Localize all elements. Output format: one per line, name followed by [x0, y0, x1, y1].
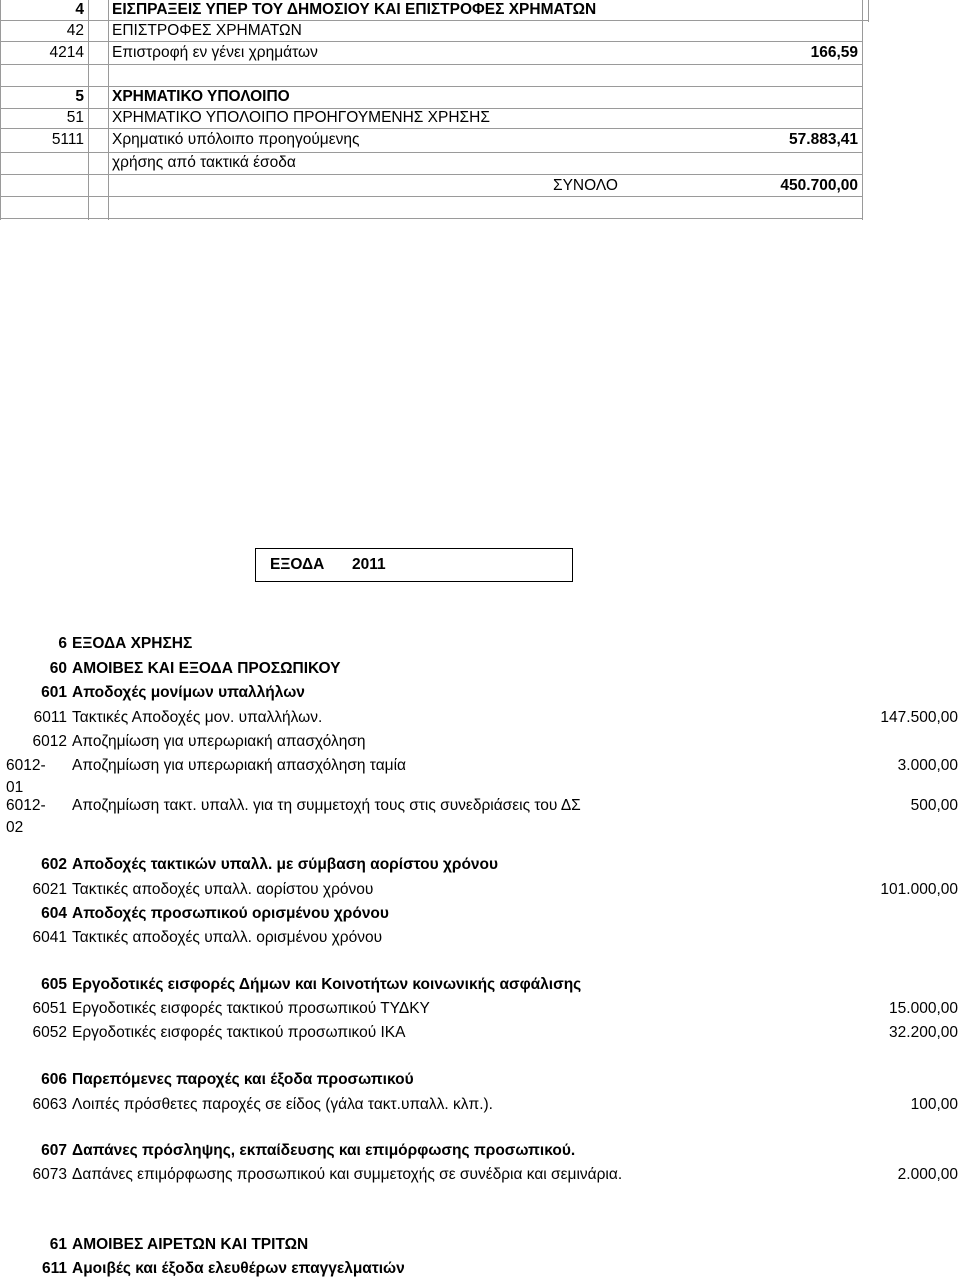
- expense-text: ΑΜΟΙΒΕΣ ΑΙΡΕΤΩΝ ΚΑΙ ΤΡΙΤΩΝ: [72, 1236, 309, 1253]
- row-text: Χρηματικό υπόλοιπο προηγούμενης: [112, 131, 360, 148]
- row-text: ΕΠΙΣΤΡΟΦΕΣ ΧΡΗΜΑΤΩΝ: [112, 22, 302, 39]
- expense-amount: 147.500,00: [880, 709, 958, 726]
- expense-amount: 100,00: [910, 1096, 958, 1113]
- row-amount: 57.883,41: [789, 131, 858, 148]
- expense-amount: 101.000,00: [880, 881, 958, 898]
- expense-text: Εργοδοτικές εισφορές τακτικού προσωπικού ΤΥΔΚΥ: [72, 1000, 430, 1017]
- expense-text: ΑΜΟΙΒΕΣ ΚΑΙ ΕΞΟΔΑ ΠΡΟΣΩΠΙΚΟΥ: [72, 660, 341, 677]
- expense-text: Αποζημίωση για υπερωριακή απασχόληση ταμία: [72, 757, 407, 774]
- grid-line: [0, 196, 862, 197]
- total-amount: 450.700,00: [780, 177, 858, 194]
- grid-line: [868, 0, 869, 22]
- grid-line: [0, 64, 862, 65]
- grid-line: [0, 218, 862, 219]
- section-title-label: ΕΞΟΔΑ: [270, 556, 325, 573]
- row-text: ΧΡΗΜΑΤΙΚΟ ΥΠΟΛΟΙΠΟ: [112, 88, 290, 105]
- expense-code: 6041: [32, 929, 67, 946]
- expense-text: Δαπάνες πρόσληψης, εκπαίδευσης και επιμόρφωσης προσωπικού.: [72, 1142, 576, 1159]
- expense-code: 6012-: [6, 757, 46, 774]
- expense-text: Αποζημίωση για υπερωριακή απασχόληση: [72, 733, 366, 750]
- row-text: Επιστροφή εν γένει χρημάτων: [112, 44, 318, 61]
- section-title-box: [255, 548, 573, 582]
- expense-text: Αποδοχές τακτικών υπαλλ. με σύμβαση αορίστου χρόνου: [72, 856, 499, 873]
- row-amount: 166,59: [810, 44, 858, 61]
- grid-line: [108, 0, 109, 220]
- expense-amount: 3.000,00: [897, 757, 958, 774]
- expense-code: 6051: [32, 1000, 67, 1017]
- total-label: ΣΥΝΟΛΟ: [553, 177, 618, 194]
- grid-line: [0, 41, 862, 42]
- expense-code: 601: [41, 684, 67, 701]
- row-code: 5: [75, 88, 84, 105]
- grid-line: [862, 0, 863, 220]
- row-code: 4: [75, 1, 84, 18]
- expense-code: 611: [41, 1260, 67, 1277]
- row-code: 5111: [51, 131, 84, 148]
- expense-text: Αποδοχές μονίμων υπαλλήλων: [72, 684, 305, 701]
- expense-code: 6052: [32, 1024, 67, 1041]
- expense-code: 6011: [33, 709, 67, 726]
- expense-text: Τακτικές αποδοχές υπαλλ. ορισμένου χρόνου: [72, 929, 383, 946]
- expense-code: 605: [41, 976, 67, 993]
- expense-code: 606: [41, 1071, 67, 1088]
- expense-amount: 32.200,00: [889, 1024, 958, 1041]
- expense-text: Παρεπόμενες παροχές και έξοδα προσωπικού: [72, 1071, 414, 1088]
- grid-line: [0, 174, 862, 175]
- row-text: ΧΡΗΜΑΤΙΚΟ ΥΠΟΛΟΙΠΟ ΠΡΟΗΓΟΥΜΕΝΗΣ ΧΡΗΣΗΣ: [112, 109, 490, 126]
- expense-text: Αποζημίωση τακτ. υπαλλ. για τη συμμετοχή τους στις συνεδριάσεις του ΔΣ: [72, 797, 581, 814]
- expense-code: 604: [41, 905, 67, 922]
- expense-amount: 15.000,00: [889, 1000, 958, 1017]
- expense-code: 6063: [32, 1096, 67, 1113]
- row-code: 4214: [49, 44, 84, 61]
- expense-code: 6: [58, 635, 67, 652]
- grid-line: [88, 0, 89, 220]
- expense-code: 607: [41, 1142, 67, 1159]
- expense-code: 6012-: [6, 797, 46, 814]
- expense-text: Εργοδοτικές εισφορές τακτικού προσωπικού ΙΚΑ: [72, 1024, 406, 1041]
- expense-code: 6012: [32, 733, 67, 750]
- expense-text: ΕΞΟΔΑ ΧΡΗΣΗΣ: [72, 635, 193, 652]
- expense-code: 6073: [32, 1166, 67, 1183]
- grid-line: [0, 128, 862, 129]
- row-text: ΕΙΣΠΡΑΞΕΙΣ ΥΠΕΡ ΤΟΥ ΔΗΜΟΣΙΟΥ ΚΑΙ ΕΠΙΣΤΡΟΦΕΣ ΧΡΗΜΑΤΩΝ: [112, 1, 597, 18]
- revenue-table: [0, 0, 960, 240]
- expense-code: 602: [41, 856, 67, 873]
- expense-amount: 500,00: [910, 797, 958, 814]
- expense-code-suffix: 02: [6, 819, 24, 836]
- expense-code: 60: [49, 660, 67, 677]
- expense-text: Τακτικές αποδοχές υπαλλ. αορίστου χρόνου: [72, 881, 374, 898]
- expense-code: 6021: [32, 881, 67, 898]
- expense-text: Τακτικές Αποδοχές μον. υπαλλήλων.: [72, 709, 323, 726]
- row-code: 51: [66, 109, 84, 126]
- expense-code-suffix: 01: [6, 779, 24, 796]
- expense-text: Λοιπές πρόσθετες παροχές σε είδος (γάλα τακτ.υπαλλ. κλπ.).: [72, 1096, 493, 1113]
- section-title-year: 2011: [352, 556, 386, 573]
- expense-text: Δαπάνες επιμόρφωσης προσωπικού και συμμετοχής σε συνέδρια και σεμινάρια.: [72, 1166, 623, 1183]
- expense-amount: 2.000,00: [897, 1166, 958, 1183]
- row-code: 42: [66, 22, 84, 39]
- expense-text: Αμοιβές και έξοδα ελευθέρων επαγγελματιών: [72, 1260, 405, 1277]
- expense-text: Εργοδοτικές εισφορές Δήμων και Κοινοτήτων κοινωνικής ασφάλισης: [72, 976, 582, 993]
- expense-text: Αποδοχές προσωπικού ορισμένου χρόνου: [72, 905, 389, 922]
- expense-code: 61: [49, 1236, 67, 1253]
- row-text: χρήσης από τακτικά έσοδα: [112, 154, 296, 171]
